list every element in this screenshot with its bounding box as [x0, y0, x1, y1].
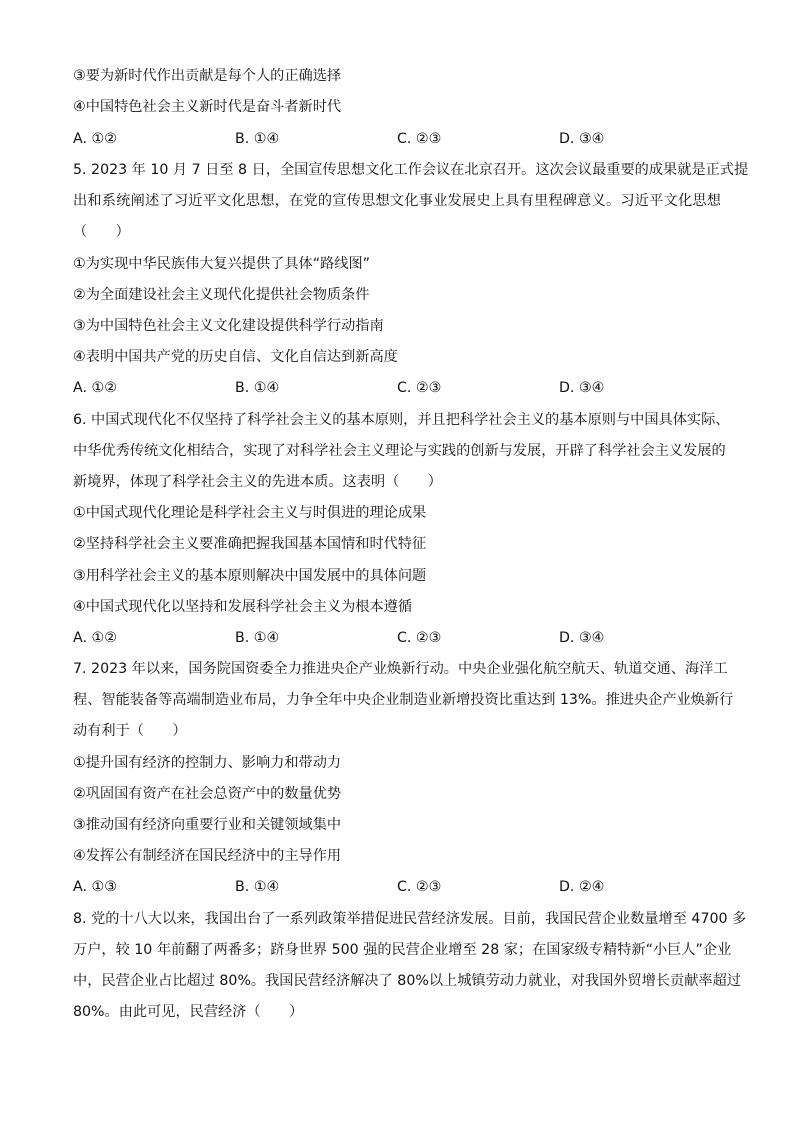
q6-option-a: A. ①② [73, 630, 117, 646]
q5-item-4: ④表明中国共产党的历史自信、文化自信达到新高度 [73, 349, 398, 365]
q7-item-3: ③推动国有经济向重要行业和关键领域集中 [73, 817, 342, 833]
q5-item-2: ②为全面建设社会主义现代化提供社会物质条件 [73, 287, 370, 303]
q8-stem-line-1: 8. 党的十八大以来，我国出台了一系列政策举措促进民营经济发展。目前，我国民营企业数量增至 4700 多 [73, 911, 747, 927]
q7-item-4: ④发挥公有制经济在国民经济中的主导作用 [73, 848, 342, 864]
q7-option-b: B. ①④ [235, 879, 280, 895]
q6-option-d: D. ③④ [559, 630, 605, 646]
q8-stem-line-2: 万户，较 10 年前翻了两番多；跻身世界 500 强的民营企业增至 28 家；在国家级专精特新“小巨人”企业 [73, 942, 732, 958]
q7-item-2: ②巩固国有资产在社会总资产中的数量优势 [73, 786, 342, 802]
prev-option-a: A. ①② [73, 131, 117, 147]
q5-stem-line-2: 出和系统阐述了习近平文化思想，在党的宣传思想文化事业发展史上具有里程碑意义。习近平文化思想 [73, 193, 721, 209]
q6-stem-line-2: 中华优秀传统文化相结合，实现了对科学社会主义理论与实践的创新与发展，开辟了科学社会主义发展的 [73, 443, 726, 459]
q8-stem-line-4: 80%。由此可见，民营经济（ ） [73, 1004, 304, 1020]
prev-item-3: ③要为新时代作出贡献是每个人的正确选择 [73, 68, 342, 84]
q5-item-1: ①为实现中华民族伟大复兴提供了具体“路线图” [73, 256, 370, 272]
q6-option-c: C. ②③ [397, 630, 442, 646]
prev-option-b: B. ①④ [235, 131, 280, 147]
q6-stem-line-3: 新境界，体现了科学社会主义的先进本质。这表明（ ） [73, 474, 442, 490]
prev-option-d: D. ③④ [559, 131, 605, 147]
q7-option-c: C. ②③ [397, 879, 442, 895]
q7-stem-line-3: 动有利于（ ） [73, 723, 187, 739]
q7-stem-line-2: 程、智能装备等高端制造业布局，力争全年中央企业制造业新增投资比重达到 13%。推进央企产业焕新行 [73, 692, 734, 708]
q6-option-b: B. ①④ [235, 630, 280, 646]
prev-option-c: C. ②③ [397, 131, 442, 147]
q6-item-1: ①中国式现代化理论是科学社会主义与时俱进的理论成果 [73, 505, 427, 521]
q5-option-d: D. ③④ [559, 380, 605, 396]
q5-option-b: B. ①④ [235, 380, 280, 396]
q5-stem-line-1: 5. 2023 年 10 月 7 日至 8 日，全国宣传思想文化工作会议在北京召开。这次会议最重要的成果就是正式提 [73, 162, 749, 178]
q7-stem-line-1: 7. 2023 年以来，国务院国资委全力推进央企产业焕新行动。中央企业强化航空航天、轨道交通、海洋工 [73, 661, 728, 677]
prev-item-4: ④中国特色社会主义新时代是奋斗者新时代 [73, 99, 342, 115]
q7-option-a: A. ①③ [73, 879, 117, 895]
q5-item-3: ③为中国特色社会主义文化建设提供科学行动指南 [73, 318, 384, 334]
q5-option-a: A. ①② [73, 380, 117, 396]
q7-item-1: ①提升国有经济的控制力、影响力和带动力 [73, 755, 342, 771]
q7-option-d: D. ②④ [559, 879, 605, 895]
q6-item-4: ④中国式现代化以坚持和发展科学社会主义为根本遵循 [73, 599, 413, 615]
q8-stem-line-3: 中，民营企业占比超过 80%。我国民营经济解决了 80%以上城镇劳动力就业，对我国外贸增长贡献率超过 [73, 973, 741, 989]
q6-stem-line-1: 6. 中国式现代化不仅坚持了科学社会主义的基本原则，并且把科学社会主义的基本原则与中国具体实际、 [73, 412, 730, 428]
q5-option-c: C. ②③ [397, 380, 442, 396]
q6-item-2: ②坚持科学社会主义要准确把握我国基本国情和时代特征 [73, 536, 427, 552]
q6-item-3: ③用科学社会主义的基本原则解决中国发展中的具体问题 [73, 568, 427, 584]
q5-stem-line-3: （ ） [73, 224, 130, 240]
